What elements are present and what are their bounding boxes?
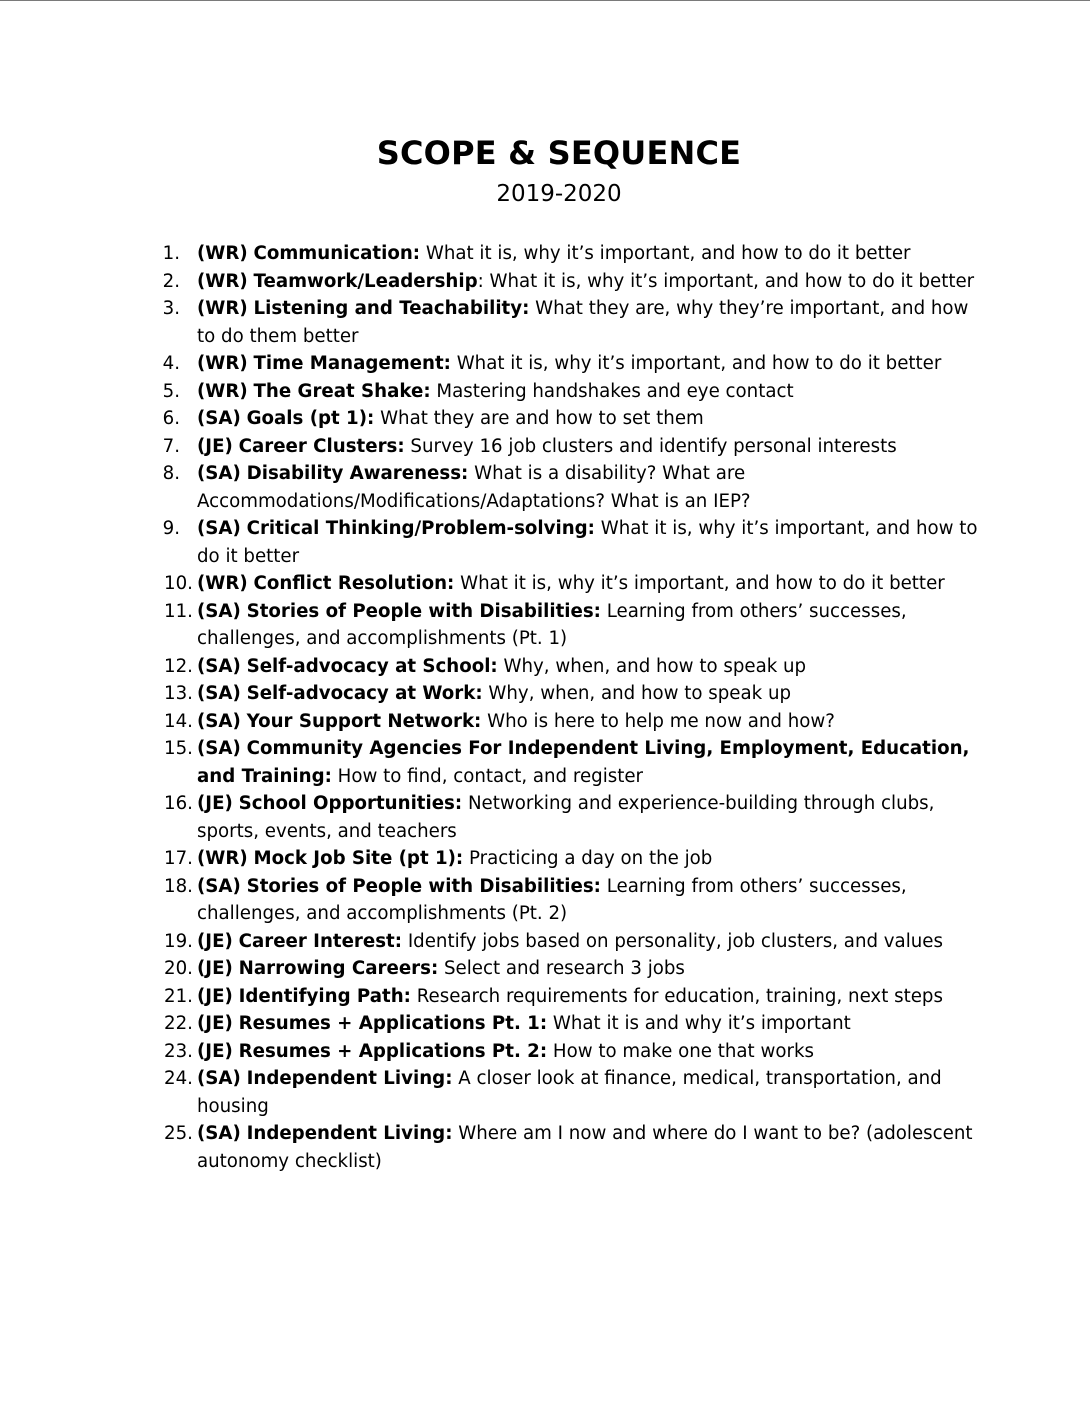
topic-category-tag: (JE) xyxy=(197,985,233,1007)
topic-name: The Great Shake: xyxy=(253,380,431,402)
topic-number: 10. xyxy=(164,573,193,594)
topic-description: What it is, why it’s important, and how to do it better xyxy=(420,243,911,264)
topic-item xyxy=(0,790,982,845)
topic-number: 5. xyxy=(162,380,180,402)
topic-number: 8. xyxy=(162,463,180,484)
topic-description: What they are, why they’re important, and how to do them better xyxy=(197,298,969,347)
topic-description: Who is here to help me now and how? xyxy=(481,710,835,732)
topic-category-tag: (SA) xyxy=(197,875,241,897)
topic-category-tag: (JE) xyxy=(197,793,233,814)
topic-description: Where am I now and where do I want to be? (adolescent autonomy checklist) xyxy=(197,1123,973,1172)
topic-category-tag: (JE) xyxy=(197,435,233,457)
topic-description: What it is, why it’s important, and how to do it better xyxy=(197,518,978,567)
topic-category-tag: (WR) xyxy=(197,848,248,869)
topic-number: 9. xyxy=(162,518,180,539)
topic-item xyxy=(0,433,982,461)
topic-item xyxy=(0,873,982,928)
topic-name: Community Agencies For Independent Living, Employment, Education, and Training: xyxy=(197,738,970,787)
topic-description: Learning from others’ successes, challenges, and accomplishments (Pt. 2) xyxy=(197,875,907,924)
topic-category-tag: (WR) xyxy=(197,573,248,594)
topic-category-tag: (SA) xyxy=(197,710,241,732)
topic-item xyxy=(0,653,982,681)
topic-name: Conflict Resolution: xyxy=(253,573,455,594)
topic-description: What it is and why it’s important xyxy=(547,1013,851,1034)
topic-item xyxy=(0,708,982,736)
topic-number: 23. xyxy=(164,1040,193,1062)
topic-name: Self-advocacy at Work: xyxy=(246,683,483,704)
topic-description: Learning from others’ successes, challenges, and accomplishments (Pt. 1) xyxy=(197,600,907,649)
topic-description: How to find, contact, and register xyxy=(331,765,644,787)
topic-item xyxy=(0,1038,982,1066)
topic-item xyxy=(0,928,982,956)
topic-name: Goals (pt 1): xyxy=(246,408,375,429)
topic-number: 18. xyxy=(164,875,193,897)
topic-item xyxy=(0,240,982,268)
topic-description: What is a disability? What are Accommodations/Modifications/Adaptations? What is an IEP? xyxy=(197,463,751,512)
topic-category-tag: (SA) xyxy=(197,738,241,759)
topic-name: Narrowing Careers: xyxy=(238,958,439,979)
topic-item xyxy=(0,735,982,790)
topic-item xyxy=(0,1010,982,1038)
topic-description: Survey 16 job clusters and identify personal interests xyxy=(404,435,897,457)
topic-category-tag: (SA) xyxy=(197,463,241,484)
topic-category-tag: (JE) xyxy=(197,958,233,979)
topic-category-tag: (SA) xyxy=(197,518,241,539)
topic-item xyxy=(0,268,982,296)
topic-name: Your Support Network: xyxy=(246,710,482,732)
topic-number: 21. xyxy=(164,985,193,1007)
topic-category-tag: (JE) xyxy=(197,1040,233,1062)
topic-item xyxy=(0,405,982,433)
topic-category-tag: (WR) xyxy=(197,298,248,319)
topic-category-tag: (WR) xyxy=(197,270,248,292)
topic-description: Practicing a day on the job xyxy=(463,848,713,869)
topic-category-tag: (SA) xyxy=(197,600,241,622)
topic-number: 15. xyxy=(164,738,193,759)
topic-name: Identifying Path: xyxy=(238,985,411,1007)
topic-item xyxy=(0,295,982,350)
topic-description: A closer look at finance, medical, transportation, and housing xyxy=(197,1068,942,1117)
topic-name: Self-advocacy at School: xyxy=(246,655,498,677)
topic-item xyxy=(0,845,982,873)
topic-description: : What it is, why it’s important, and how to do it better xyxy=(477,270,975,292)
topic-description: Why, when, and how to speak up xyxy=(497,655,807,677)
topic-name: Time Management: xyxy=(253,353,451,374)
topic-name: Independent Living: xyxy=(246,1068,453,1089)
topic-description: Research requirements for education, training, next steps xyxy=(410,985,943,1007)
topic-name: Teamwork/Leadership xyxy=(253,270,478,292)
topic-category-tag: (SA) xyxy=(197,655,241,677)
topic-category-tag: (WR) xyxy=(197,353,248,374)
topic-category-tag: (WR) xyxy=(197,380,248,402)
topic-description: How to make one that works xyxy=(547,1040,814,1062)
topic-category-tag: (SA) xyxy=(197,1123,241,1144)
topic-description: What it is, why it’s important, and how to do it better xyxy=(450,353,942,374)
topic-item xyxy=(0,570,982,598)
topic-item xyxy=(0,680,982,708)
topic-name: Independent Living: xyxy=(246,1123,453,1144)
topic-number: 1. xyxy=(162,243,180,264)
topic-number: 7. xyxy=(162,435,180,457)
page-title: SCOPE & SEQUENCE xyxy=(376,134,742,172)
topic-name: Career Interest: xyxy=(238,930,403,952)
topic-number: 16. xyxy=(164,793,193,814)
topic-item xyxy=(0,378,982,406)
topic-description: Identify jobs based on personality, job clusters, and values xyxy=(402,930,943,952)
topic-item xyxy=(0,1120,982,1175)
topic-name: Career Clusters: xyxy=(238,435,405,457)
topic-number: 17. xyxy=(164,848,193,869)
topic-number: 4. xyxy=(162,353,180,374)
topic-number: 19. xyxy=(164,930,193,952)
topic-name: Critical Thinking/Problem-solving: xyxy=(246,518,595,539)
topic-number: 20. xyxy=(164,958,193,979)
topic-name: Disability Awareness: xyxy=(246,463,469,484)
topic-item xyxy=(0,460,982,515)
topic-name: School Opportunities: xyxy=(238,793,463,814)
topic-description: Select and research 3 jobs xyxy=(438,958,685,979)
topic-category-tag: (SA) xyxy=(197,1068,241,1089)
topic-category-tag: (JE) xyxy=(197,1013,233,1034)
topic-description: What it is, why it’s important, and how to do it better xyxy=(454,573,945,594)
topic-number: 13. xyxy=(164,683,193,704)
topic-number: 3. xyxy=(162,298,180,319)
top-border-line xyxy=(0,0,1090,1)
topic-item xyxy=(0,955,982,983)
topic-category-tag: (JE) xyxy=(197,930,233,952)
topic-category-tag: (SA) xyxy=(197,408,241,429)
topic-name: Mock Job Site (pt 1): xyxy=(253,848,464,869)
topic-number: 2. xyxy=(162,270,180,292)
topic-description: Why, when, and how to speak up xyxy=(482,683,792,704)
topic-name: Listening and Teachability: xyxy=(253,298,530,319)
topic-item xyxy=(0,598,982,653)
topic-name: Resumes + Applications Pt. 1: xyxy=(238,1013,548,1034)
topic-number: 11. xyxy=(164,600,193,622)
topic-description: Networking and experience-building through clubs, sports, events, and teachers xyxy=(197,793,935,842)
page-subtitle: 2019-2020 xyxy=(496,181,622,207)
topic-number: 14. xyxy=(164,710,193,732)
topic-number: 24. xyxy=(164,1068,193,1089)
topic-name: Stories of People with Disabilities: xyxy=(246,875,601,897)
topic-name: Stories of People with Disabilities: xyxy=(246,600,601,622)
topic-category-tag: (SA) xyxy=(197,683,241,704)
topic-item xyxy=(0,350,982,378)
topic-item xyxy=(0,1065,982,1120)
topic-number: 12. xyxy=(164,655,193,677)
topic-description: Mastering handshakes and eye contact xyxy=(430,380,794,402)
topic-item xyxy=(0,983,982,1011)
topic-number: 22. xyxy=(164,1013,193,1034)
topic-number: 6. xyxy=(162,408,180,429)
topic-category-tag: (WR) xyxy=(197,243,248,264)
topic-item xyxy=(0,515,982,570)
topic-name: Resumes + Applications Pt. 2: xyxy=(238,1040,548,1062)
topic-description: What they are and how to set them xyxy=(374,408,704,429)
topic-name: Communication: xyxy=(253,243,421,264)
topic-list xyxy=(0,240,1090,1175)
topic-number: 25. xyxy=(164,1123,193,1144)
